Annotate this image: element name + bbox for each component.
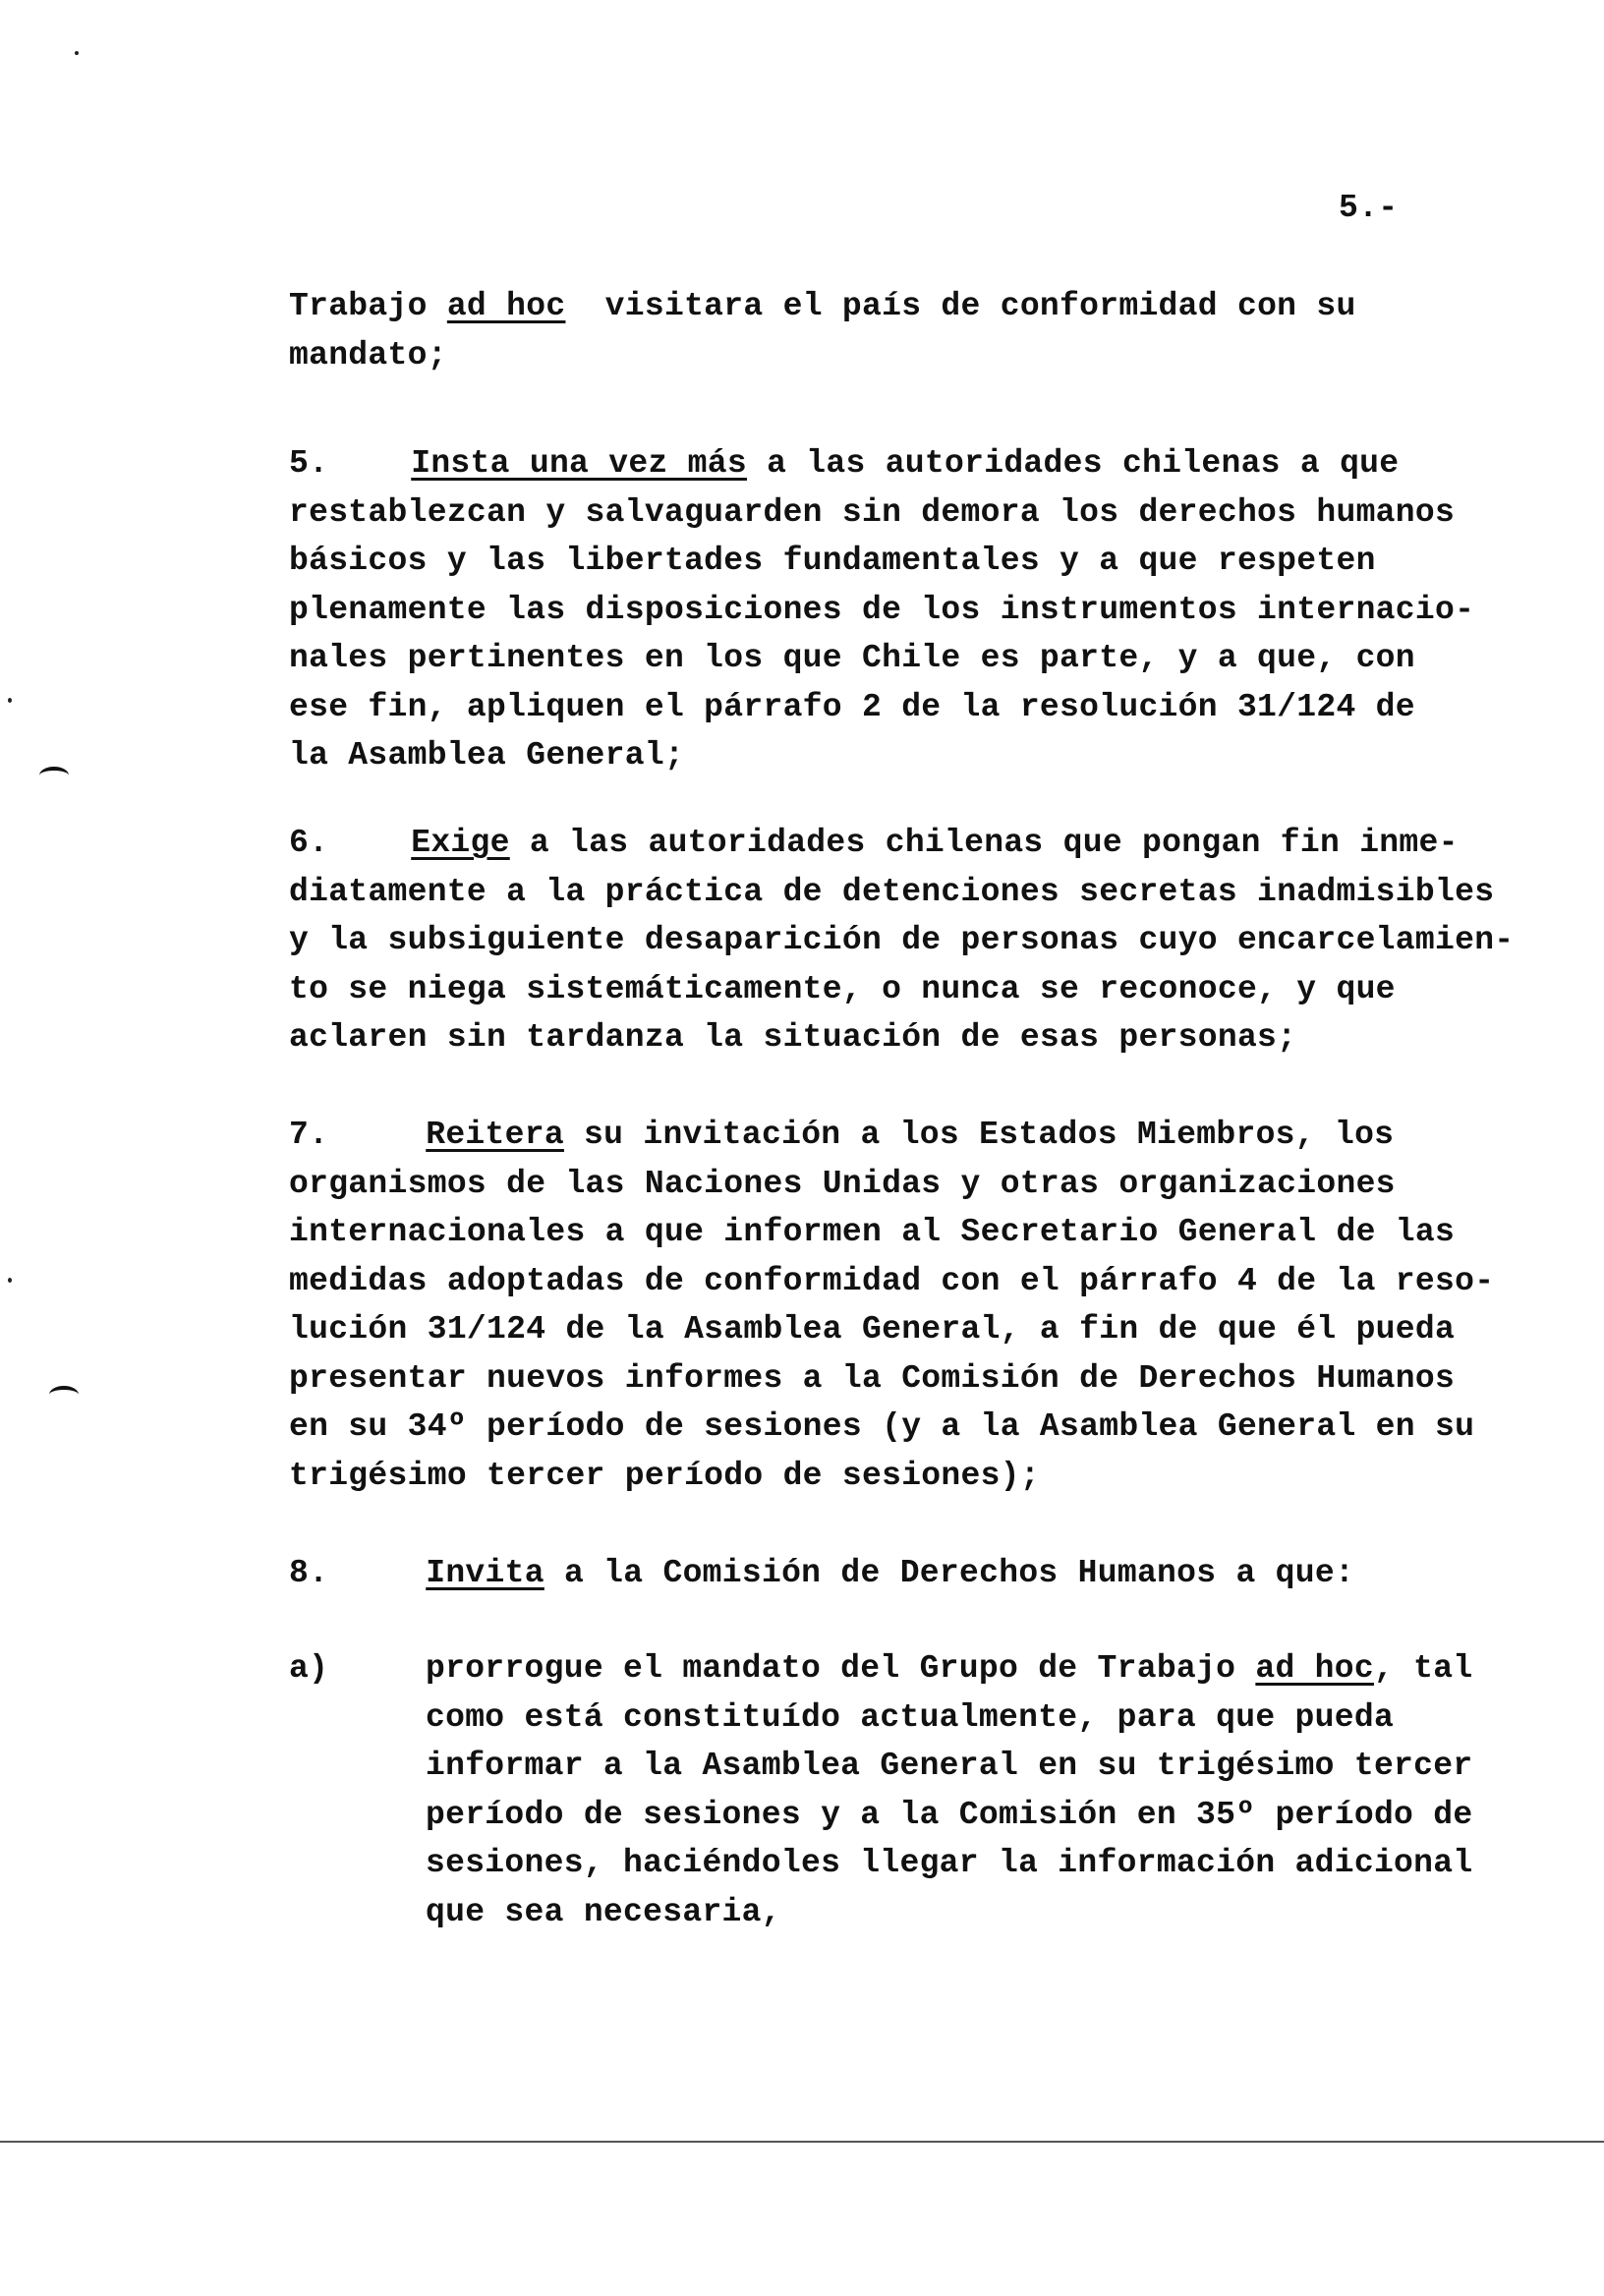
text-line: que sea necesaria, xyxy=(426,1893,781,1930)
text-line: informar a la Asamblea General en su trigésimo tercer xyxy=(426,1748,1473,1784)
paragraph-number: 6. xyxy=(289,825,329,861)
text-segment: visitara el país de conformidad con su xyxy=(565,288,1356,324)
text-segment: su invitación a los Estados Miembros, los xyxy=(563,1117,1395,1153)
continuation-text xyxy=(289,282,1356,379)
text-line xyxy=(289,439,1474,488)
text-line: lución 31/124 de la Asamblea General, a fin de que él pueda xyxy=(289,1311,1456,1348)
operative-verb: Invita xyxy=(426,1555,544,1591)
text-line: presentar nuevos informes a la Comisión de Derechos Humanos xyxy=(289,1359,1456,1397)
list-item-label: a) xyxy=(289,1650,329,1687)
text-line: medidas adoptadas de conformidad con el párrafo 4 de la reso- xyxy=(289,1262,1495,1299)
paragraph-number: 8. xyxy=(289,1555,329,1591)
text-segment: , tal xyxy=(1373,1650,1473,1687)
paragraph-number: 5. xyxy=(289,445,329,482)
list-item-body xyxy=(426,1644,1473,1936)
text-segment: Trabajo xyxy=(289,288,447,324)
text-line: y la subsiguiente desaparición de personas cuyo encarcelamien- xyxy=(289,922,1515,958)
text-line xyxy=(289,282,1356,331)
text-line xyxy=(289,1549,1354,1598)
text-line: mandato; xyxy=(289,336,447,373)
paragraph-number: 7. xyxy=(289,1117,329,1153)
page-bottom-rule xyxy=(0,2141,1604,2143)
operative-verb: Exige xyxy=(411,825,510,861)
text-line: básicos y las libertades fundamentales y a que respeten xyxy=(289,543,1376,579)
operative-verb: Reitera xyxy=(426,1117,564,1153)
text-line: en su 34º período de sesiones (y a la Asamblea General en su xyxy=(289,1408,1475,1445)
text-line: como está constituído actualmente, para que pueda xyxy=(426,1698,1395,1736)
text-line: sesiones, haciéndoles llegar la información adicional xyxy=(426,1845,1473,1881)
scan-speck xyxy=(75,51,79,55)
scan-mark xyxy=(39,767,69,784)
text-segment: a la Comisión de Derechos Humanos a que: xyxy=(544,1555,1355,1591)
list-item-a xyxy=(289,1644,1473,1936)
text-line xyxy=(426,1644,1473,1693)
text-line: nales pertinentes en los que Chile es parte, y a que, con xyxy=(289,640,1415,676)
text-segment: a las autoridades chilenas a que xyxy=(746,445,1400,482)
underlined-term: ad hoc xyxy=(446,288,566,324)
text-line: plenamente las disposiciones de los instrumentos internacio- xyxy=(289,591,1475,628)
text-line: organismos de las Naciones Unidas y otras organizaciones xyxy=(289,1165,1396,1202)
text-line: restablezcan y salvaguarden sin demora los derechos humanos xyxy=(289,493,1456,531)
text-line xyxy=(289,1111,1494,1160)
text-line: ese fin, apliquen el párrafo 2 de la resolución 31/124 de xyxy=(289,688,1415,725)
text-line xyxy=(289,819,1514,868)
page-number: 5.- xyxy=(1339,190,1399,226)
scan-mark xyxy=(49,1386,79,1404)
text-segment: prorrogue el mandato del Grupo de Trabajo xyxy=(426,1650,1256,1687)
text-segment: a las autoridades chilenas que pongan fin inme- xyxy=(509,825,1459,861)
text-line: aclaren sin tardanza la situación de esas personas; xyxy=(289,1019,1297,1056)
paragraph-7 xyxy=(289,1111,1494,1500)
paragraph-5 xyxy=(289,439,1474,780)
text-line: la Asamblea General; xyxy=(289,737,685,774)
text-line: trigésimo tercer período de sesiones); xyxy=(289,1457,1040,1494)
operative-verb: Insta una vez más xyxy=(411,445,747,482)
underlined-term: ad hoc xyxy=(1255,1650,1374,1687)
paragraph-8 xyxy=(289,1549,1354,1598)
text-line: internacionales a que informen al Secretario General de las xyxy=(289,1214,1456,1250)
scan-speck xyxy=(8,1278,12,1283)
text-line: período de sesiones y a la Comisión en 35º período de xyxy=(426,1796,1473,1833)
scan-speck xyxy=(8,698,12,703)
paragraph-6 xyxy=(289,819,1514,1062)
text-line: diatamente a la práctica de detenciones secretas inadmisibles xyxy=(289,873,1495,910)
text-line: to se niega sistemáticamente, o nunca se reconoce, y que xyxy=(289,970,1396,1007)
